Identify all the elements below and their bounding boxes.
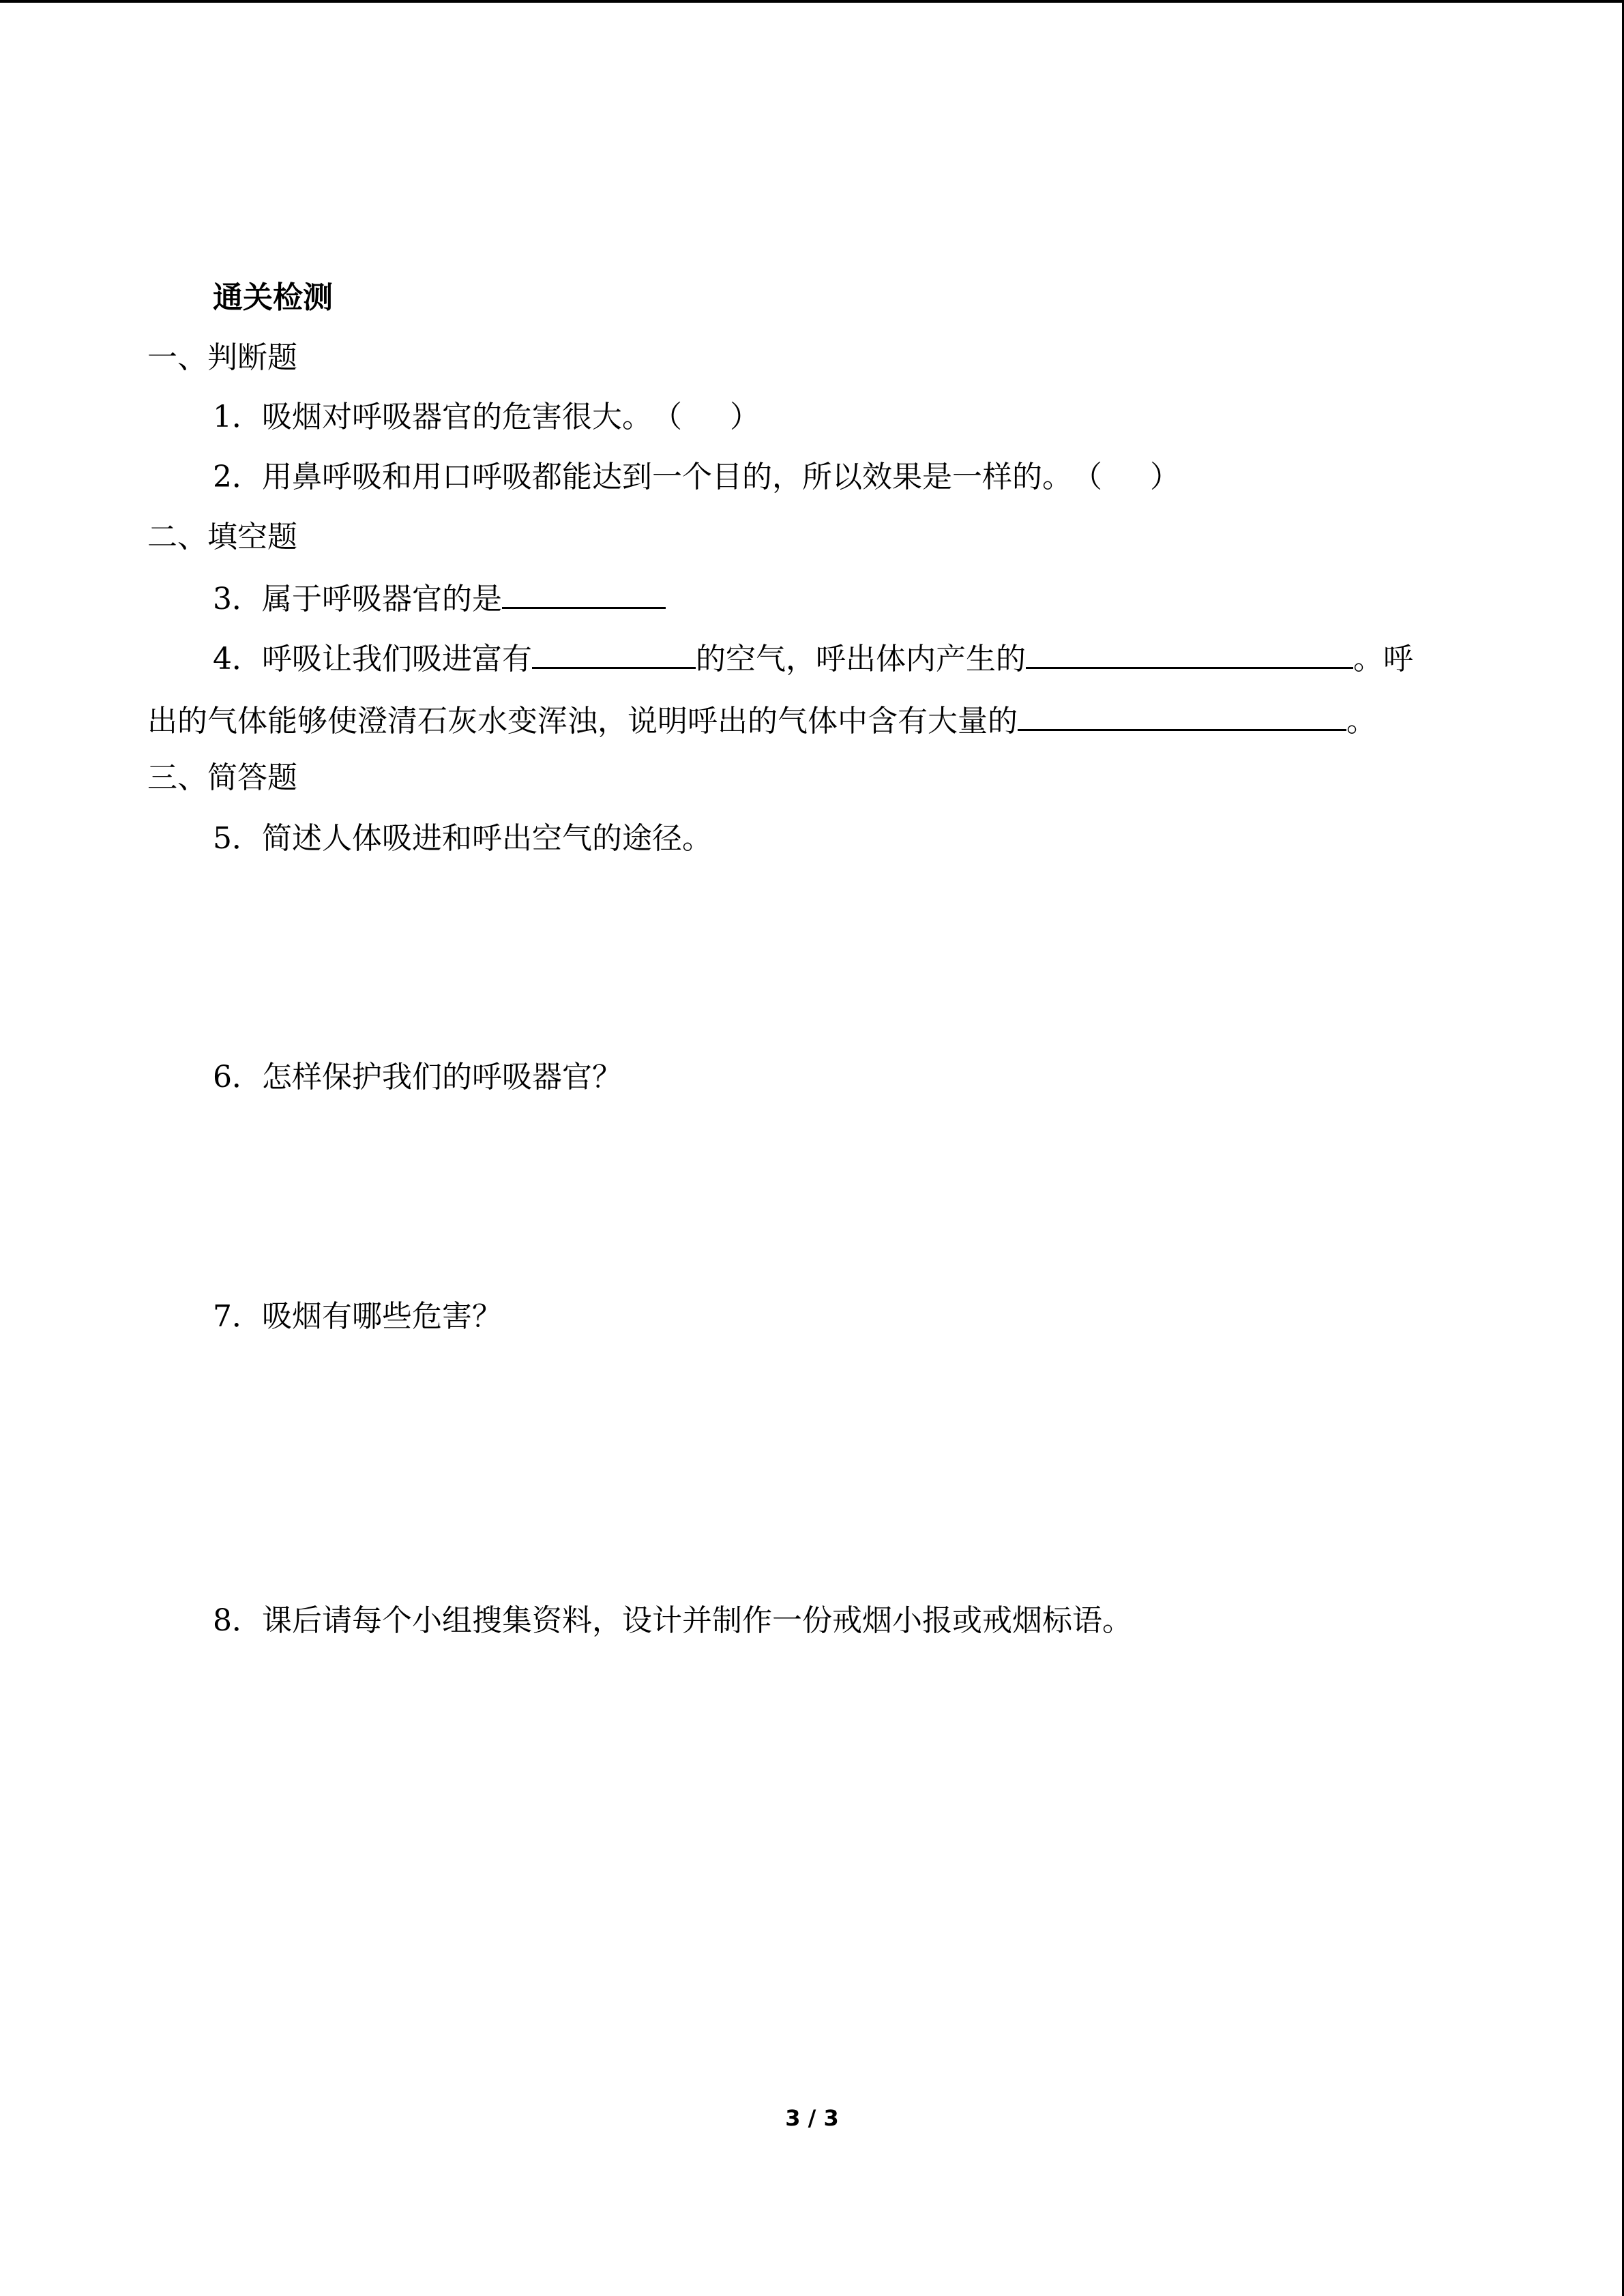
question-4-part-4: 出的气体能够使澄清石灰水变浑浊，说明呼出的气体中含有大量的 [147, 704, 1018, 739]
question-5: 5．简述人体吸进和呼出空气的途径。 [213, 821, 712, 856]
question-4-blank-3[interactable] [1018, 699, 1346, 731]
question-2-paren-close: ） [1150, 460, 1180, 494]
question-1-text: 1．吸烟对呼吸器官的危害很大。 [213, 400, 652, 434]
question-4-line-1 [213, 637, 1413, 680]
question-6-answer-area[interactable] [213, 1107, 1475, 1278]
question-4-blank-2[interactable] [1026, 637, 1353, 669]
question-7-answer-area[interactable] [213, 1346, 1475, 1571]
question-4-part-1: 4．呼吸让我们吸进富有 [213, 642, 532, 676]
question-3 [213, 577, 666, 620]
question-7: 7．吸烟有哪些危害？ [213, 1299, 502, 1334]
page-number: 3 / 3 [785, 2105, 839, 2131]
question-4-line-2 [147, 699, 1376, 742]
section-heading-short-answer: 三、简答题 [147, 760, 297, 795]
question-4-part-2: 的空气，呼出体内产生的 [696, 642, 1026, 676]
question-2-text: 2．用鼻呼吸和用口呼吸都能达到一个目的，所以效果是一样的。 [213, 460, 1072, 494]
question-1 [213, 397, 760, 438]
question-3-blank[interactable] [502, 577, 666, 609]
question-1-paren-close: ） [730, 400, 760, 434]
question-6: 6．怎样保护我们的呼吸器官？ [213, 1060, 622, 1094]
question-2 [213, 457, 1180, 498]
question-2-paren-open: （ [1072, 460, 1102, 494]
section-heading-fill-in: 二、填空题 [147, 520, 297, 554]
document-title: 通关检测 [213, 280, 333, 315]
question-4-part-3: 。呼 [1353, 642, 1413, 676]
question-8: 8．课后请每个小组搜集资料，设计并制作一份戒烟小报或戒烟标语。 [213, 1603, 1132, 1638]
section-heading-judgement: 一、判断题 [147, 340, 297, 375]
question-3-text: 3．属于呼吸器官的是 [213, 582, 502, 616]
question-1-paren-open: （ [652, 400, 682, 434]
question-5-answer-area[interactable] [213, 869, 1475, 1039]
question-4-part-5: 。 [1346, 704, 1376, 739]
question-4-blank-1[interactable] [532, 637, 696, 669]
